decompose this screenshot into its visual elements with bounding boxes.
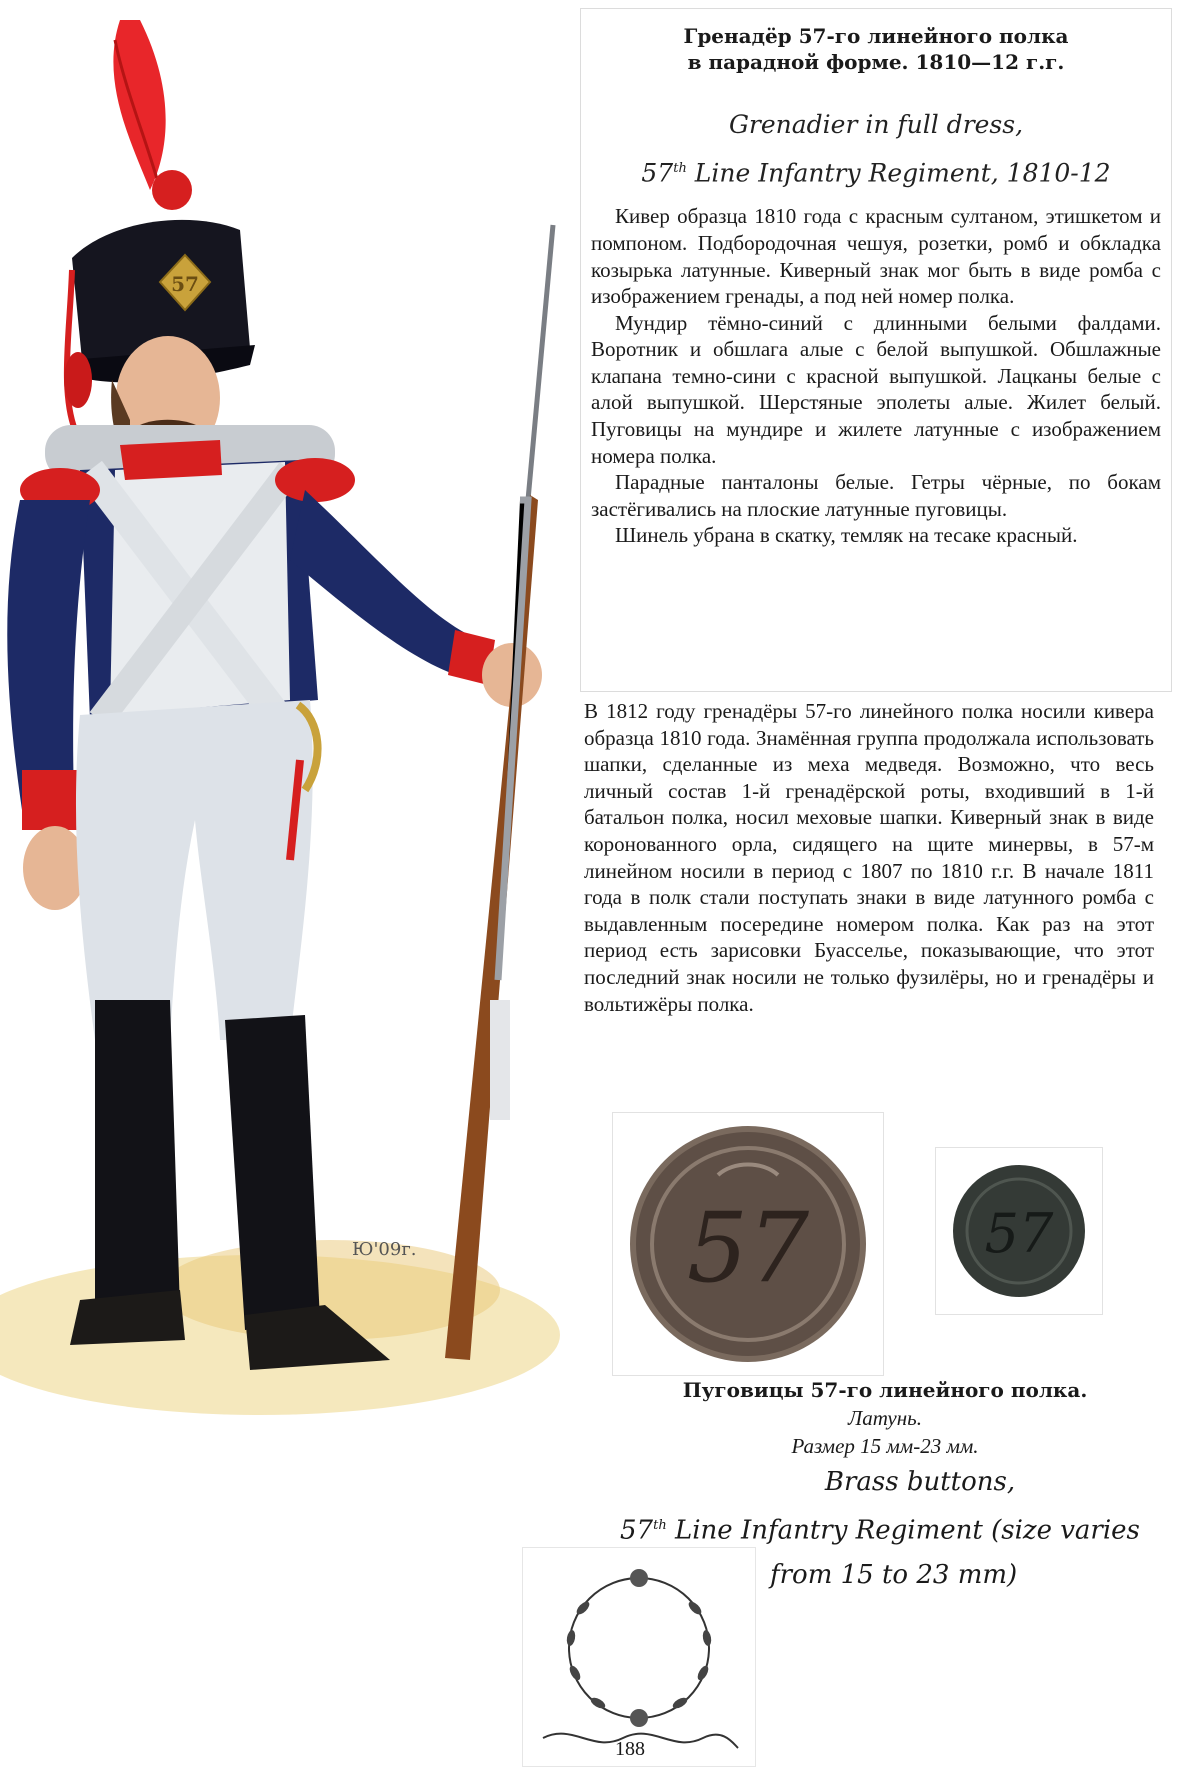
button-photo-large — [612, 1112, 884, 1376]
musket-sling — [490, 1000, 510, 1120]
buttons-caption-en-text: Line Infantry Regiment (size varies — [674, 1515, 1140, 1546]
description-paragraph-greatcoat: Шинель убрана в скатку, темляк на тесаке красный. — [615, 523, 1078, 548]
description-paragraph-shako: Кивер образца 1810 года с красным султаном, этишкетом и помпоном. Подбородочная чешуя, розетки, ромб и обкладка козырька латунные. Киверный знак мог быть в виде ромба с изображением гренады, а под ней номер полка. — [591, 204, 1161, 309]
left-gaiter — [95, 1000, 180, 1320]
buttons-caption-size: Размер 15 мм-23 мм. — [791, 1434, 979, 1458]
buttons-caption-en-ordinal: th — [653, 1518, 667, 1533]
caption-en — [591, 103, 1161, 195]
description-paragraph-coat: Мундир тёмно-синий с длинными белыми фалдами. Воротник и обшлага алые с белой выпушкой. Обшлажные клапана темно-сини с красной выпушкой. Лацканы белые с алой выпушкой. Шерстяные эполеты алые. Жилет белый. Пуговицы на мундире и жилете латунные с изображением номера полка. — [591, 310, 1161, 468]
musket-barrel — [498, 500, 528, 980]
caption-box — [580, 8, 1172, 692]
trousers — [76, 700, 313, 1040]
left-cuff — [22, 770, 78, 830]
plume — [113, 20, 165, 190]
right-arm — [290, 490, 480, 680]
caption-en-line-2: Line Infantry Regiment, 1810-12 — [694, 158, 1111, 188]
uniform-description — [591, 203, 1161, 549]
description-paragraph-trousers: Парадные панталоны белые. Гетры чёрные, по бокам застёгивались на плоские латунные пуговицы. — [591, 470, 1161, 521]
caption-en-line-1: Grenadier in full dress, — [728, 110, 1024, 139]
button-number: 57 — [984, 1202, 1054, 1265]
buttons-caption-en-line-1: Brass buttons, — [824, 1467, 1016, 1497]
wreath-rosette-bottom — [630, 1709, 648, 1727]
buttons-caption — [600, 1376, 1170, 1460]
caption-ru-line-2: в парадной форме. 1810—12 г.г. — [687, 50, 1065, 74]
buttons-caption-en-line-2 — [620, 1504, 1180, 1553]
caption-ru-line-1: Гренадёр 57-го линейного полка — [683, 24, 1069, 48]
button-number: 57 — [686, 1192, 810, 1304]
musket-stock — [445, 495, 538, 1360]
buttons-caption-material: Латунь. — [848, 1406, 922, 1430]
artist-signature: Ю'09г. — [352, 1239, 417, 1260]
buttons-caption-en-line-3: from 15 to 23 mm) — [770, 1559, 1018, 1590]
pompon — [152, 170, 192, 210]
buttons-caption-en-number: 57 — [620, 1515, 654, 1546]
caption-ru — [591, 23, 1161, 75]
wreath-leaves — [566, 1600, 713, 1711]
page-number: 188 — [615, 1738, 645, 1760]
button-photo-small — [935, 1147, 1103, 1315]
tassel — [64, 352, 92, 408]
caption-en-ordinal: th — [673, 161, 687, 176]
grenadier-illustration — [0, 0, 578, 1418]
buttons-caption-title: Пуговицы 57-го линейного полка. — [682, 1378, 1088, 1402]
bayonet — [528, 225, 553, 500]
wreath-rosette-top — [630, 1569, 648, 1587]
wreath-ornament — [522, 1547, 756, 1767]
wreath-ring — [569, 1578, 709, 1718]
epaulette-right — [275, 458, 355, 502]
history-paragraph: В 1812 году гренадёры 57-го линейного полка носили кивера образца 1810 года. Знамённая группа продолжала использовать шапки, сделанные из меха медведя. Возможно, что весь личный состав 1-й гренадёрской роты, входивший в 1-й батальон полка, носил меховые шапки. Киверный знак в виде коронованного орла, сидящего на щите минервы, в 57-м линейном носили в период с 1807 по 1810 г.г. В начале 1811 года в полк стали поступать знаки в виде латунного ромба с выдавленным посередине номером полка. Как раз на этот период есть зарисовки Буасселье, показывающие, что этот последний знак носили не только фузилёры, но и гренадёры и вольтижёры полка. — [584, 699, 1154, 1016]
shako-plate-number: 57 — [171, 272, 199, 296]
collar — [120, 440, 222, 480]
caption-en-number: 57 — [641, 158, 674, 188]
